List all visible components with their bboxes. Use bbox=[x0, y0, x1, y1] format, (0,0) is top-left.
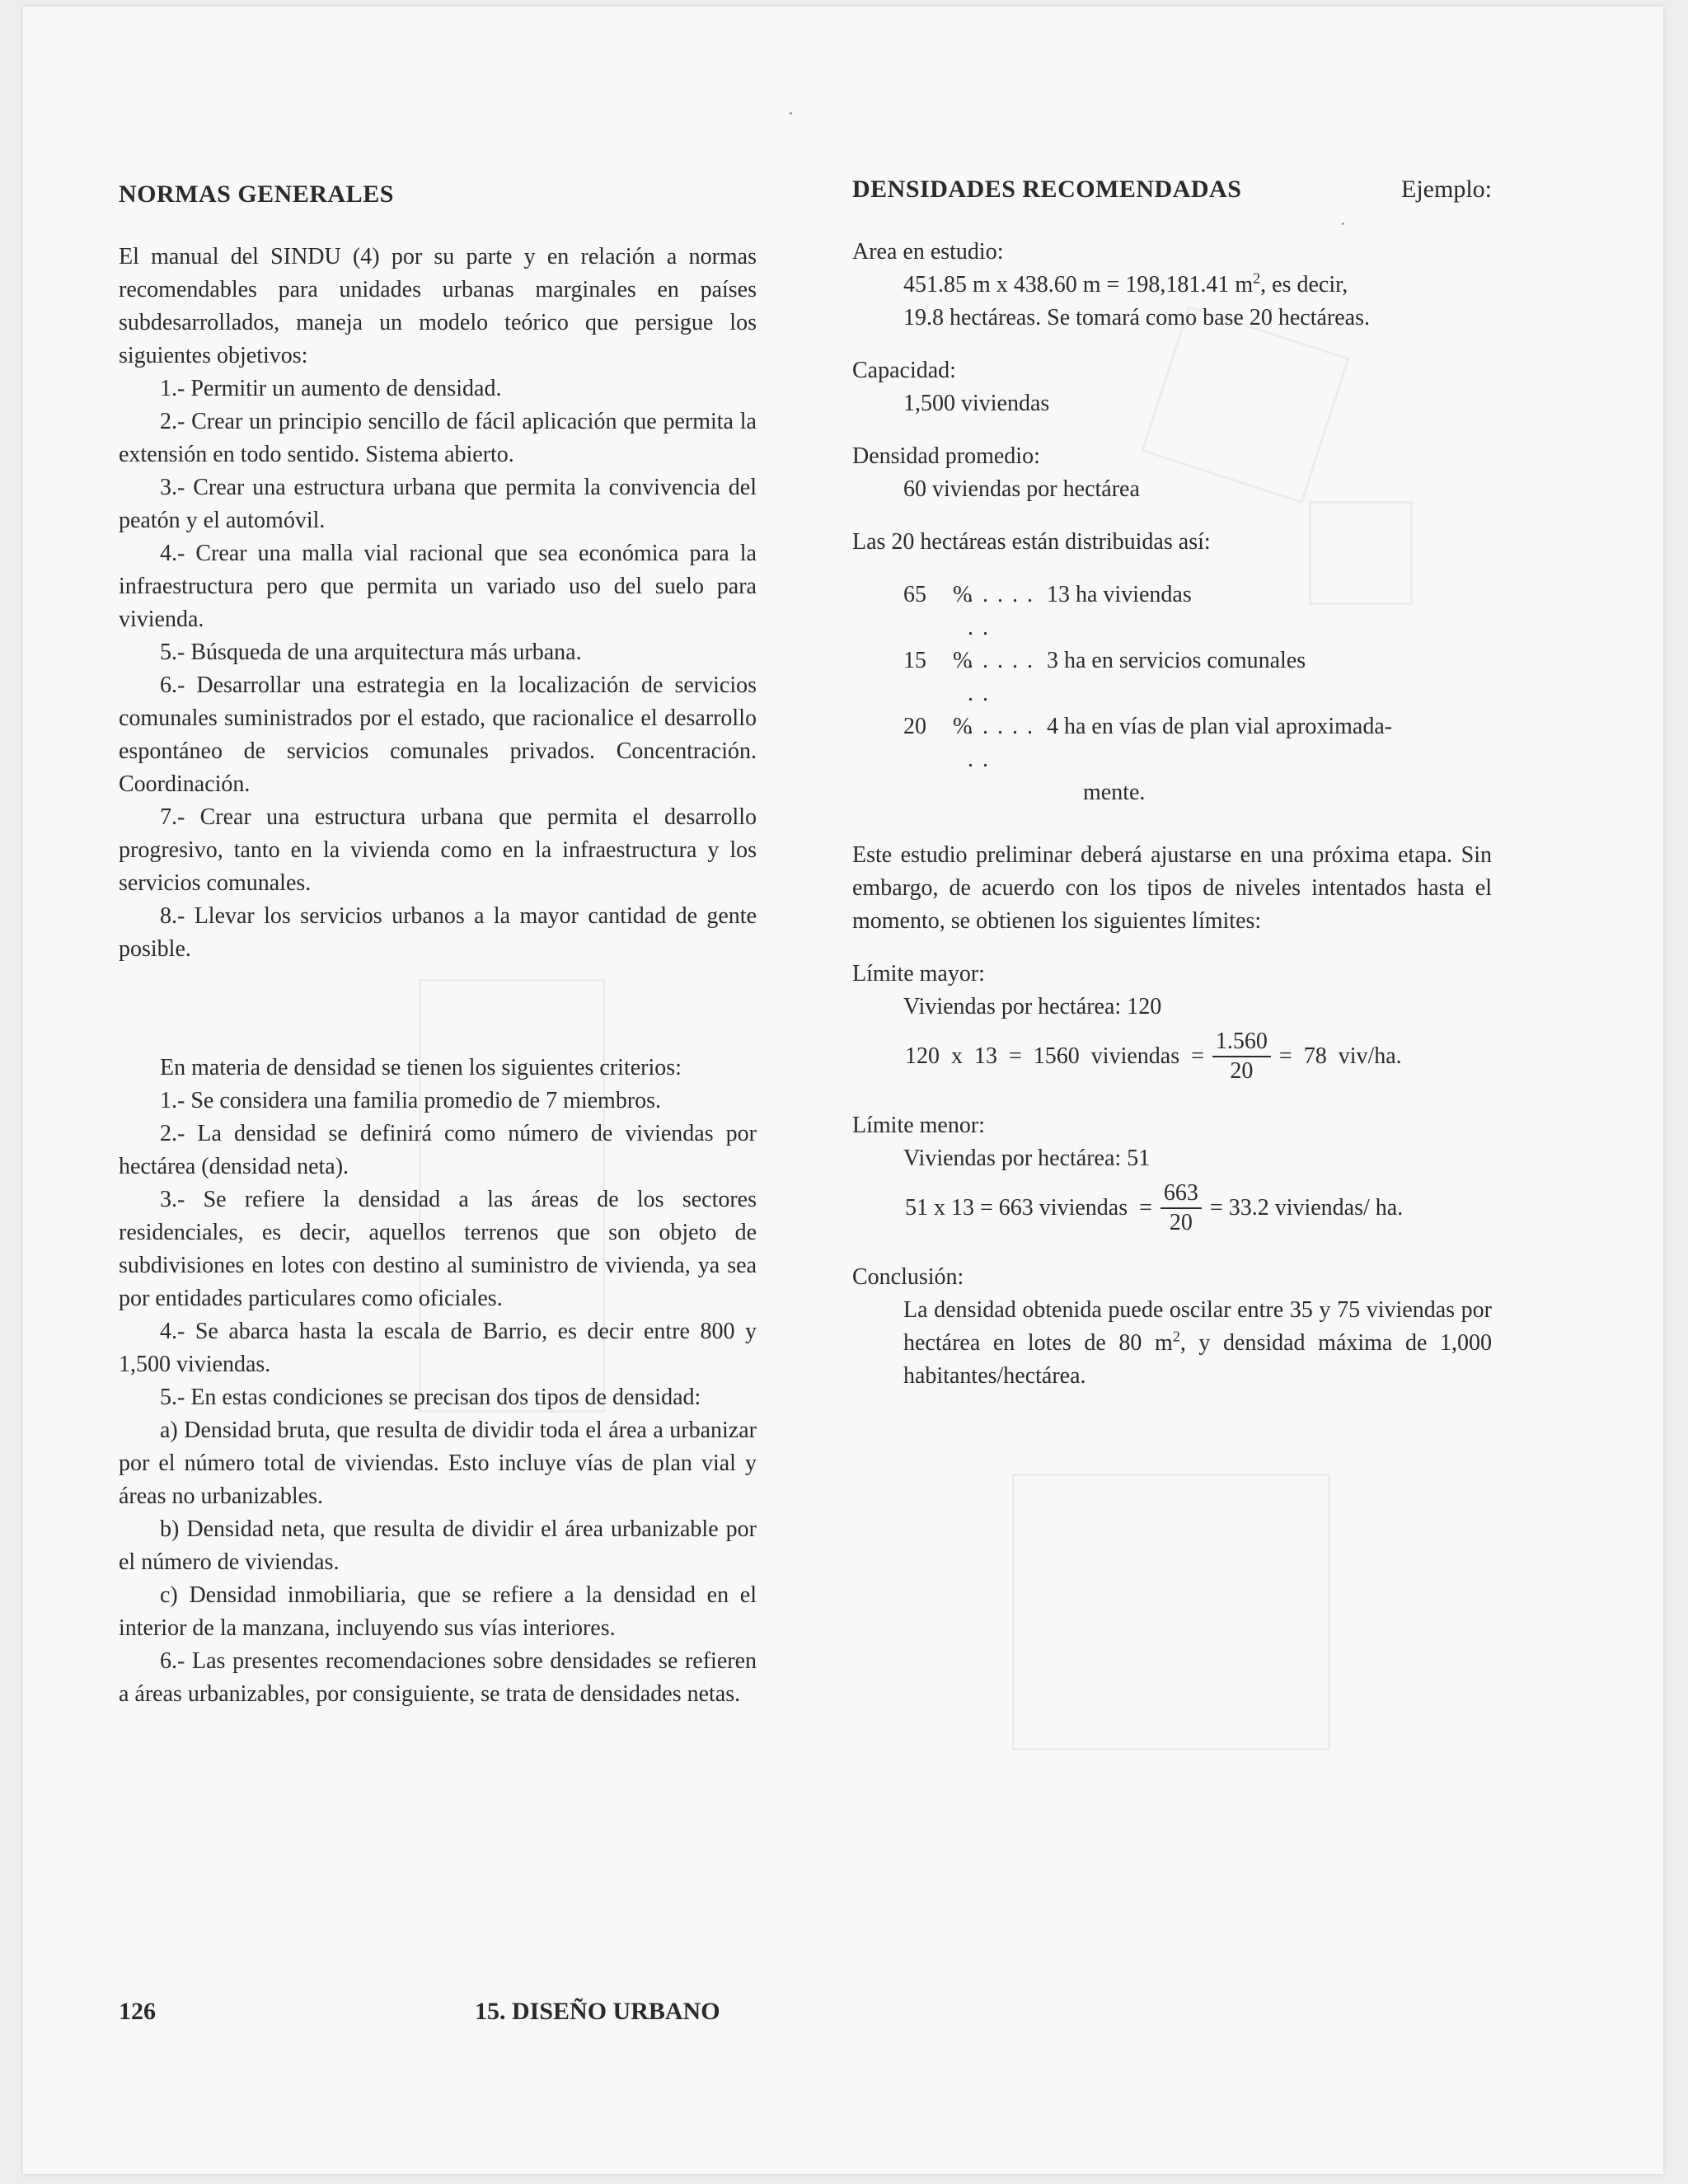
upper-limit-value: Viviendas por hectárea: 120 bbox=[903, 994, 1162, 1019]
formula-rhs: = 78 viv/ha. bbox=[1278, 1043, 1402, 1069]
objective-item: 7.- Crear una estructura urbana que permita el desarrollo progresivo, tanto en la vivienda como en la infraestructura y los servicios comunales. bbox=[119, 804, 757, 896]
criteria-subitem: c) Densidad inmobiliaria, que se refiere a la densidad en el interior de la manzana, incluyendo sus vías interiores. bbox=[119, 1582, 757, 1641]
criteria-subitem: a) Densidad bruta, que resulta de dividir toda el área a urbanizar por el número total de viviendas. Esto incluye vías de plan vial y áreas no urbanizables. bbox=[119, 1418, 757, 1509]
area-value-text: 451.85 m x 438.60 m = 198,181.41 m bbox=[903, 272, 1254, 298]
footer-section-title: 15. DISEÑO URBANO bbox=[475, 1998, 720, 2025]
fraction-denominator: 20 bbox=[1230, 1058, 1254, 1084]
fraction-numerator: 1.560 bbox=[1212, 1028, 1271, 1057]
lower-limit-label: Límite menor: bbox=[852, 1113, 985, 1138]
preliminary-paragraph: Este estudio preliminar deberá ajustarse en una próxima etapa. Sin embargo, de acuerdo con los tipos de niveles intentados hasta el momento, se obtienen los siguientes límites: bbox=[852, 842, 1492, 934]
right-column bbox=[852, 173, 1492, 1393]
conclusion-text: La densidad obtenida puede oscilar entre 35 y 75 viviendas por hectárea en lotes de 80 m bbox=[903, 1297, 1492, 1356]
capacity-label: Capacidad: bbox=[852, 358, 956, 383]
distribution-intro: Las 20 hectáreas están distribuidas así: bbox=[852, 529, 1211, 555]
objective-item: 5.- Búsqueda de una arquitectura más urbana. bbox=[160, 640, 582, 665]
area-hectares: 19.8 hectáreas. Se tomará como base 20 hectáreas. bbox=[903, 305, 1370, 330]
formula-lhs: 51 x 13 = 663 viviendas = bbox=[905, 1195, 1152, 1221]
left-column bbox=[119, 178, 757, 1711]
conclusion-superscript: 2 bbox=[1172, 1328, 1180, 1345]
criteria-item: 3.- Se refiere la densidad a las áreas de los sectores residenciales, es decir, aquellos terrenos que son objeto de subdivisiones en lotes con destino al suministro de vivienda, ya sea por entidades particulares como oficiales. bbox=[119, 1187, 757, 1311]
objective-item: 8.- Llevar los servicios urbanos a la mayor cantidad de gente posible. bbox=[119, 903, 757, 962]
formula-fraction bbox=[1160, 1179, 1202, 1237]
formula-rhs: = 33.2 viviendas/ ha. bbox=[1209, 1195, 1404, 1221]
objective-item: 2.- Crear un principio sencillo de fácil aplicación que permita la extensión en todo sentido. Sistema abierto. bbox=[119, 409, 757, 467]
bleed-through-shape bbox=[1012, 1474, 1330, 1750]
distribution-description: 4 ha en vías de plan vial aproximada- bbox=[1047, 714, 1393, 739]
leader-dots: . . . . . . . bbox=[968, 714, 1034, 772]
area-label: Area en estudio: bbox=[852, 239, 1004, 265]
right-header bbox=[852, 173, 1492, 206]
area-superscript: 2 bbox=[1253, 269, 1261, 287]
objective-item: 3.- Crear una estructura urbana que permita la convivencia del peatón y el automóvil. bbox=[119, 475, 757, 533]
example-label: Ejemplo: bbox=[1401, 176, 1492, 203]
conclusion-paragraph bbox=[852, 1294, 1492, 1393]
formula-fraction bbox=[1212, 1028, 1271, 1085]
distribution-description-continued: mente. bbox=[1083, 780, 1146, 805]
objective-item: 1.- Permitir un aumento de densidad. bbox=[160, 376, 502, 401]
criteria-item: 2.- La densidad se definirá como número de viviendas por hectárea (densidad neta). bbox=[119, 1121, 757, 1179]
upper-limit-label: Límite mayor: bbox=[852, 961, 985, 987]
area-value-suffix: , es decir, bbox=[1260, 272, 1348, 298]
percent-symbol: % bbox=[953, 582, 973, 607]
criteria-subitem: b) Densidad neta, que resulta de dividir el área urbanizable por el número de viviendas. bbox=[119, 1516, 757, 1575]
distribution-percent: 65 bbox=[903, 582, 926, 607]
fraction-denominator: 20 bbox=[1169, 1210, 1193, 1235]
criteria-item: 5.- En estas condiciones se precisan dos tipos de densidad: bbox=[160, 1385, 701, 1410]
document-page bbox=[23, 7, 1663, 2174]
area-value-line bbox=[852, 269, 1492, 302]
lower-limit-value: Viviendas por hectárea: 51 bbox=[903, 1146, 1151, 1171]
conclusion-text-end: , y densidad máxima de 1,000 habitantes/hectárea. bbox=[903, 1330, 1493, 1389]
section-heading-densidades: DENSIDADES RECOMENDADAS bbox=[852, 176, 1242, 203]
objective-item: 6.- Desarrollar una estrategia en la localización de servicios comunales suministrados por el estado, que racionalice el desarrollo espontáneo de servicios comunales privados. Concentración. Coordinación. bbox=[119, 673, 757, 797]
distribution-percent: 20 bbox=[903, 714, 926, 739]
objective-item: 4.- Crear una malla vial racional que sea económica para la infraestructura pero que permita un variado uso del suelo para vivienda. bbox=[119, 541, 757, 632]
distribution-table bbox=[852, 579, 1492, 809]
formula-lhs: 120 x 13 = 1560 viviendas = bbox=[905, 1043, 1204, 1069]
percent-symbol: % bbox=[953, 714, 973, 739]
percent-symbol: % bbox=[953, 648, 973, 673]
conclusion-label: Conclusión: bbox=[852, 1264, 964, 1290]
leader-dots: . . . . . . . bbox=[968, 582, 1034, 640]
criteria-intro: En materia de densidad se tienen los siguientes criterios: bbox=[160, 1055, 682, 1080]
page-number: 126 bbox=[119, 1998, 156, 2025]
criteria-item: 4.- Se abarca hasta la escala de Barrio, es decir entre 800 y 1,500 viviendas. bbox=[119, 1319, 757, 1377]
upper-limit-formula bbox=[852, 1024, 1492, 1090]
lower-limit-formula bbox=[852, 1175, 1492, 1241]
fraction-numerator: 663 bbox=[1160, 1179, 1202, 1209]
density-value: 60 viviendas por hectárea bbox=[903, 476, 1140, 502]
density-label: Densidad promedio: bbox=[852, 443, 1040, 469]
criteria-item: 1.- Se considera una familia promedio de 7 miembros. bbox=[160, 1088, 662, 1113]
intro-paragraph: El manual del SINDU (4) por su parte y en relación a normas recomendables para unidades urbanas marginales en países subdesarrollados, maneja un modelo teórico que persigue los siguientes objetivos: bbox=[119, 244, 757, 368]
criteria-item: 6.- Las presentes recomendaciones sobre densidades se refieren a áreas urbanizables, por consiguiente, se trata de densidades netas. bbox=[119, 1648, 757, 1707]
paper-speck bbox=[790, 112, 792, 115]
distribution-description: 3 ha en servicios comunales bbox=[1047, 648, 1306, 673]
capacity-value: 1,500 viviendas bbox=[903, 391, 1050, 416]
leader-dots: . . . . . . . bbox=[968, 648, 1034, 706]
distribution-percent: 15 bbox=[903, 648, 926, 673]
distribution-description: 13 ha viviendas bbox=[1047, 582, 1192, 607]
section-heading-normas: NORMAS GENERALES bbox=[119, 180, 394, 208]
